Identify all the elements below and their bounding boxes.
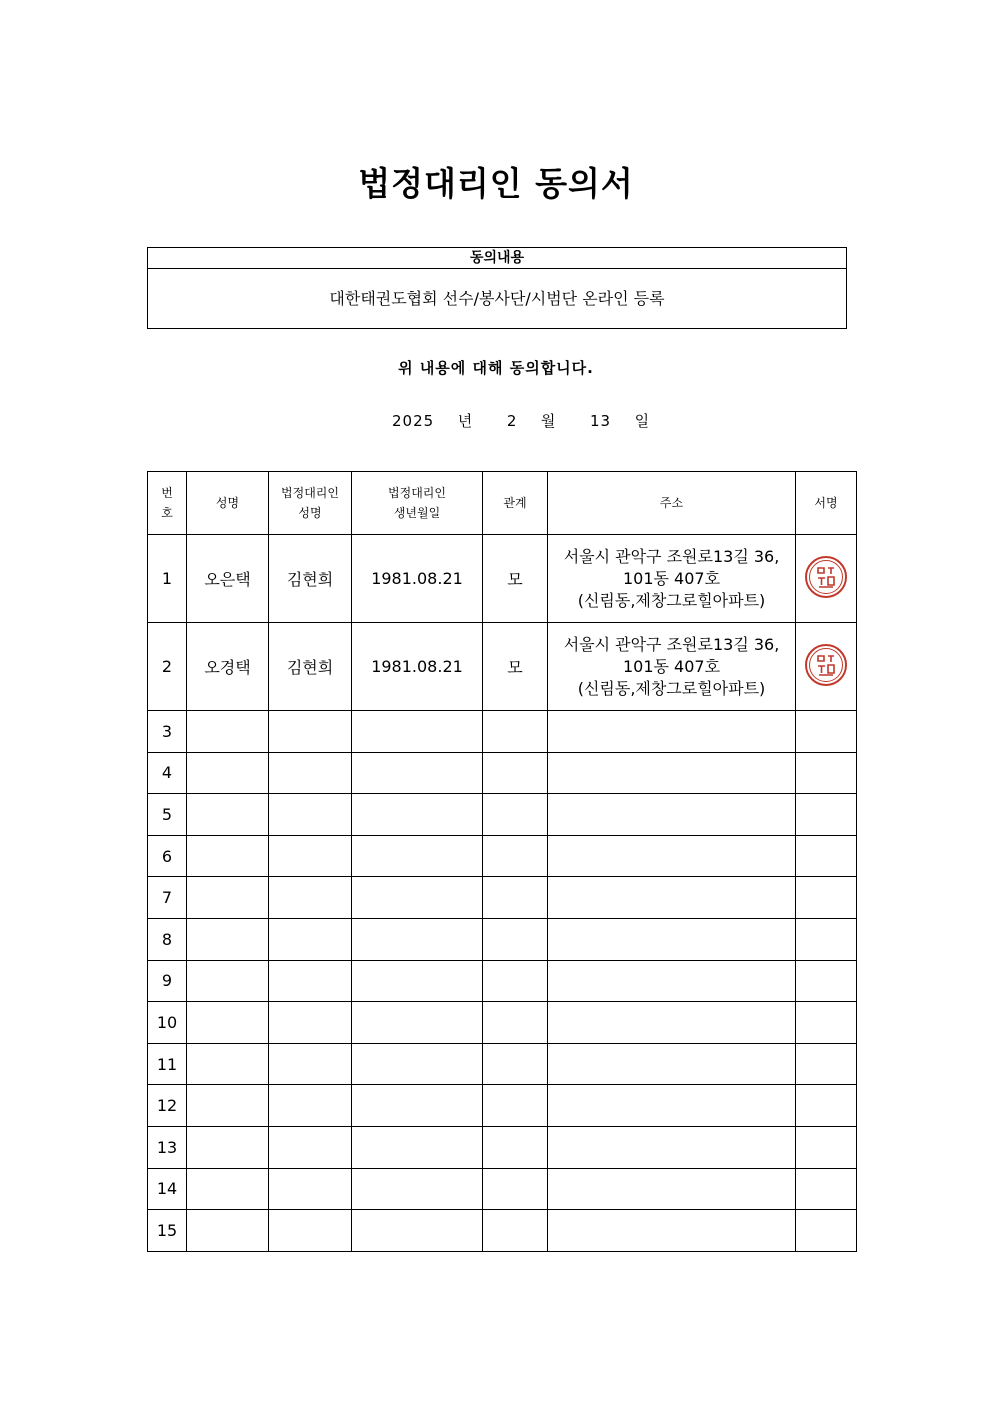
- row-address[interactable]: [548, 1043, 796, 1085]
- row-number: 8: [148, 918, 187, 960]
- row-relation[interactable]: [483, 794, 548, 836]
- table-row: [148, 1210, 857, 1252]
- header-name: 성명: [187, 472, 269, 535]
- row-address-line3: (신림동,제창그로힐아파트): [577, 590, 766, 610]
- header-relation: 관계: [483, 472, 548, 535]
- row-relation[interactable]: [483, 835, 548, 877]
- row-relation[interactable]: [483, 1210, 548, 1252]
- row-address[interactable]: [548, 1126, 796, 1168]
- row-relation[interactable]: [483, 918, 548, 960]
- header-guardian-name-line2: 성명: [298, 506, 322, 520]
- row-guardian-birth[interactable]: [352, 794, 483, 836]
- row-signature[interactable]: [796, 835, 857, 877]
- row-name: 오은택: [187, 535, 269, 623]
- row-signature[interactable]: [796, 1002, 857, 1044]
- date-year: 2025: [392, 412, 435, 430]
- row-signature[interactable]: [796, 752, 857, 794]
- row-guardian-birth[interactable]: [352, 711, 483, 753]
- header-guardian-name-line1: 법정대리인: [281, 486, 339, 500]
- date-month-unit: 월: [540, 412, 557, 430]
- agreement-statement: 위 내용에 대해 동의합니다.: [398, 359, 594, 377]
- row-address[interactable]: [548, 960, 796, 1002]
- table-row: [148, 1002, 857, 1044]
- row-name[interactable]: [187, 960, 269, 1002]
- row-signature[interactable]: [796, 1168, 857, 1210]
- row-guardian-name[interactable]: [269, 1210, 352, 1252]
- row-guardian-name[interactable]: [269, 1126, 352, 1168]
- row-guardian-birth[interactable]: [352, 1043, 483, 1085]
- row-number: 10: [148, 1002, 187, 1044]
- table-row: [148, 711, 857, 753]
- row-address[interactable]: [548, 752, 796, 794]
- table-row: [148, 1168, 857, 1210]
- table-row: [148, 835, 857, 877]
- row-number: 3: [148, 711, 187, 753]
- row-name[interactable]: [187, 1002, 269, 1044]
- row-address-line2: 101동 407호: [622, 568, 721, 588]
- row-number: 14: [148, 1168, 187, 1210]
- row-address[interactable]: [548, 1085, 796, 1127]
- row-signature[interactable]: [796, 711, 857, 753]
- row-signature[interactable]: [796, 918, 857, 960]
- header-guardian-birth-line1: 법정대리인: [388, 486, 446, 500]
- registration-table: [147, 471, 857, 1252]
- row-number: 6: [148, 835, 187, 877]
- row-guardian-name[interactable]: [269, 711, 352, 753]
- row-guardian-birth[interactable]: [352, 1126, 483, 1168]
- row-guardian-name: 김현희: [269, 535, 352, 623]
- row-number: 12: [148, 1085, 187, 1127]
- table-header-row: [148, 472, 857, 535]
- row-signature[interactable]: [796, 877, 857, 919]
- row-signature[interactable]: [796, 1210, 857, 1252]
- row-guardian-birth[interactable]: [352, 918, 483, 960]
- row-guardian-birth[interactable]: [352, 1085, 483, 1127]
- row-number: 2: [148, 623, 187, 711]
- row-relation[interactable]: [483, 1002, 548, 1044]
- row-relation[interactable]: [483, 1168, 548, 1210]
- row-guardian-name[interactable]: [269, 960, 352, 1002]
- table-row: [148, 1126, 857, 1168]
- row-guardian-name: 김현희: [269, 623, 352, 711]
- row-address-line3: (신림동,제창그로힐아파트): [577, 678, 766, 698]
- row-relation: 모: [483, 535, 548, 623]
- header-guardian-name: [269, 472, 352, 535]
- row-number: 9: [148, 960, 187, 1002]
- row-relation[interactable]: [483, 1126, 548, 1168]
- table-row: [148, 794, 857, 836]
- header-signature: 서명: [796, 472, 857, 535]
- row-relation[interactable]: [483, 711, 548, 753]
- row-name[interactable]: [187, 1126, 269, 1168]
- row-guardian-birth[interactable]: [352, 752, 483, 794]
- row-name[interactable]: [187, 711, 269, 753]
- seal-stamp-icon: [804, 555, 848, 599]
- row-name[interactable]: [187, 1168, 269, 1210]
- row-number: 7: [148, 877, 187, 919]
- row-name[interactable]: [187, 1085, 269, 1127]
- table-row: [148, 623, 857, 711]
- row-guardian-name[interactable]: [269, 918, 352, 960]
- row-signature: [796, 623, 857, 711]
- row-number: 5: [148, 794, 187, 836]
- date-year-unit: 년: [457, 412, 474, 430]
- row-address[interactable]: [548, 877, 796, 919]
- consent-box: [147, 247, 847, 329]
- row-address: [548, 535, 796, 623]
- row-signature[interactable]: [796, 1126, 857, 1168]
- row-address-line1: 서울시 관악구 조원로13길 36,: [563, 634, 780, 654]
- row-address[interactable]: [548, 1002, 796, 1044]
- row-number: 4: [148, 752, 187, 794]
- header-guardian-birth-line2: 생년월일: [393, 506, 441, 520]
- row-number: 11: [148, 1043, 187, 1085]
- row-guardian-birth[interactable]: [352, 1210, 483, 1252]
- seal-stamp-icon: [804, 643, 848, 687]
- date-day-unit: 일: [634, 412, 651, 430]
- row-address-line1: 서울시 관악구 조원로13길 36,: [563, 546, 780, 566]
- row-number: 1: [148, 535, 187, 623]
- header-number: [148, 472, 187, 535]
- row-guardian-name[interactable]: [269, 752, 352, 794]
- row-address[interactable]: [548, 711, 796, 753]
- date-month: 2: [506, 412, 518, 430]
- row-number: 15: [148, 1210, 187, 1252]
- row-guardian-name[interactable]: [269, 835, 352, 877]
- consent-content: 대한태권도협회 선수/봉사단/시범단 온라인 등록: [329, 289, 665, 308]
- row-relation[interactable]: [483, 1085, 548, 1127]
- row-address-line2: 101동 407호: [622, 656, 721, 676]
- row-address[interactable]: [548, 1210, 796, 1252]
- row-guardian-name[interactable]: [269, 1168, 352, 1210]
- header-guardian-birth: [352, 472, 483, 535]
- row-guardian-name[interactable]: [269, 794, 352, 836]
- row-signature[interactable]: [796, 1043, 857, 1085]
- row-guardian-birth: 1981.08.21: [352, 623, 483, 711]
- row-address[interactable]: [548, 835, 796, 877]
- table-row: [148, 877, 857, 919]
- row-guardian-birth[interactable]: [352, 1168, 483, 1210]
- table-row: [148, 752, 857, 794]
- row-relation[interactable]: [483, 877, 548, 919]
- row-name[interactable]: [187, 835, 269, 877]
- row-address[interactable]: [548, 794, 796, 836]
- document-title: 법정대리인 동의서: [358, 164, 634, 203]
- row-guardian-name[interactable]: [269, 1002, 352, 1044]
- row-name[interactable]: [187, 752, 269, 794]
- row-guardian-birth[interactable]: [352, 877, 483, 919]
- row-signature[interactable]: [796, 960, 857, 1002]
- row-address[interactable]: [548, 918, 796, 960]
- row-relation[interactable]: [483, 1043, 548, 1085]
- row-guardian-name[interactable]: [269, 1043, 352, 1085]
- row-relation[interactable]: [483, 752, 548, 794]
- row-guardian-birth[interactable]: [352, 960, 483, 1002]
- date-line: [392, 410, 650, 431]
- row-relation: 모: [483, 623, 548, 711]
- row-guardian-birth: 1981.08.21: [352, 535, 483, 623]
- row-name[interactable]: [187, 1043, 269, 1085]
- row-signature[interactable]: [796, 1085, 857, 1127]
- table-row: [148, 535, 857, 623]
- row-name[interactable]: [187, 918, 269, 960]
- row-guardian-name[interactable]: [269, 877, 352, 919]
- row-signature: [796, 535, 857, 623]
- table-row: [148, 960, 857, 1002]
- row-address[interactable]: [548, 1168, 796, 1210]
- row-name: 오경택: [187, 623, 269, 711]
- row-name[interactable]: [187, 1210, 269, 1252]
- table-row: [148, 1043, 857, 1085]
- row-guardian-birth[interactable]: [352, 1002, 483, 1044]
- row-signature[interactable]: [796, 794, 857, 836]
- row-guardian-name[interactable]: [269, 1085, 352, 1127]
- row-address: [548, 623, 796, 711]
- row-number: 13: [148, 1126, 187, 1168]
- consent-header: 동의내용: [148, 248, 846, 269]
- row-name[interactable]: [187, 794, 269, 836]
- row-relation[interactable]: [483, 960, 548, 1002]
- header-number-line1: 번: [161, 486, 173, 500]
- date-day: 13: [589, 412, 612, 430]
- table-row: [148, 918, 857, 960]
- header-address: 주소: [548, 472, 796, 535]
- table-row: [148, 1085, 857, 1127]
- row-name[interactable]: [187, 877, 269, 919]
- header-number-line2: 호: [161, 506, 173, 520]
- row-guardian-birth[interactable]: [352, 835, 483, 877]
